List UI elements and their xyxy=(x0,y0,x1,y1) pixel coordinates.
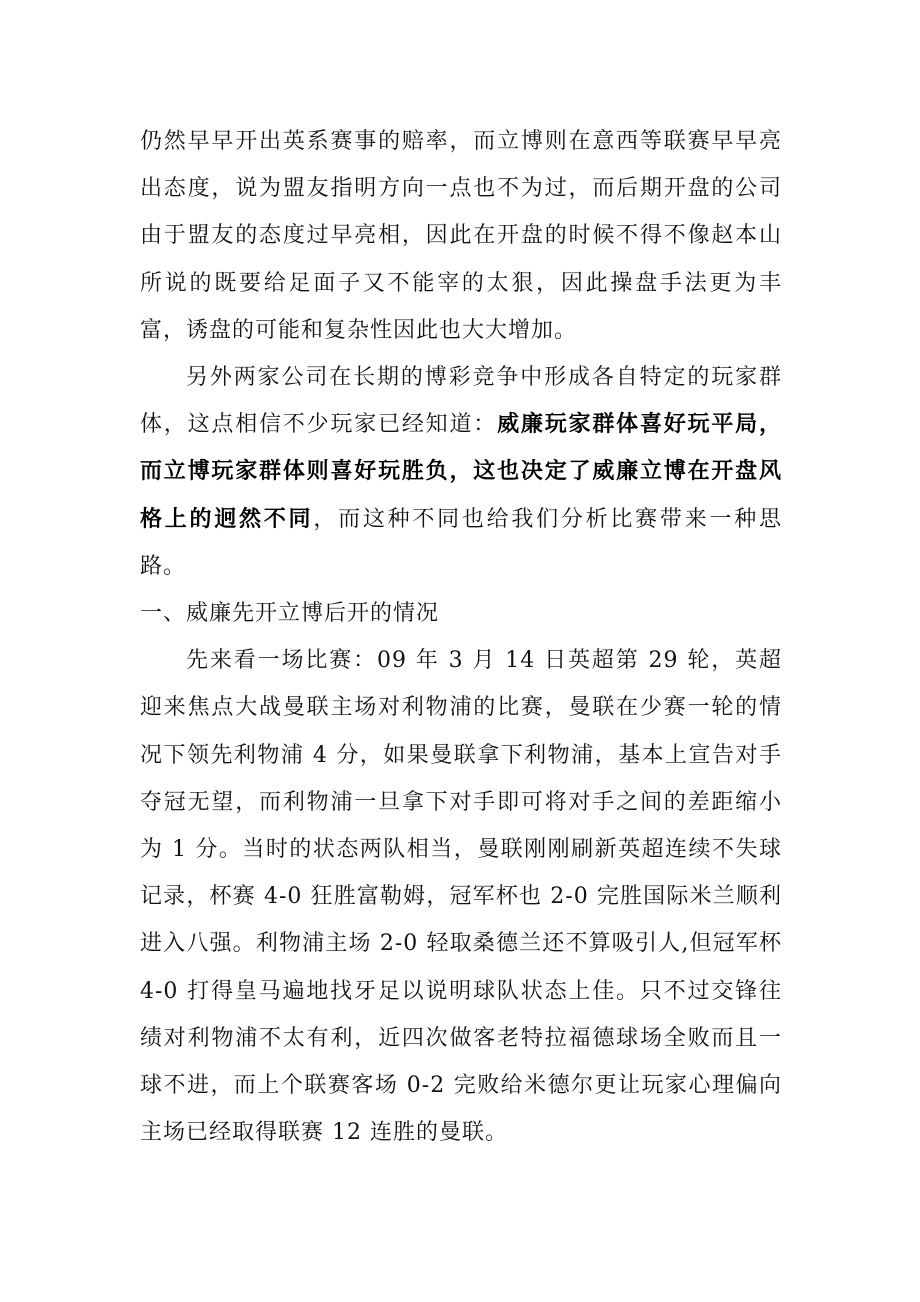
paragraph-player-groups xyxy=(140,354,782,590)
paragraph-player-groups-intro: 另外两家公司在长期的博彩竞争中形成各自特定的玩家群体，这点相信不少玩家已经知道： xyxy=(140,365,782,438)
section-heading: 一、威廉先开立博后开的情况 xyxy=(140,601,440,627)
paragraph-player-groups-ending: ，而这种不同也给我们分析比赛带来一种思路。 xyxy=(140,506,782,579)
document-body xyxy=(140,118,782,1156)
paragraph-match-example: 先来看一场比赛：09 年 3 月 14 日英超第 29 轮，英超迎来焦点大战曼联主场对利物浦的比赛，曼联在少赛一轮的情况下领先利物浦 4 分，如果曼联拿下利物浦，基本上宣告对手夺冠无望，而利物浦一旦拿下对手即可将对手之间的差距缩小为 1 分。当时的状态两队相当，曼联刚刚刷新英超连续不失球记录，杯赛 4-0 狂胜富勒姆，冠军杯也 2-0 完胜国际米兰顺利进入八强。利物浦主场 2-0 轻取桑德兰还不算吸引人,但冠军杯 4-0 打得皇马遍地找牙足以说明球队状态上佳。只不过交锋往绩对利物浦不太有利，近四次做客老特拉福德球场全败而且一球不进，而上个联赛客场 0-2 完败给米德尔更让玩家心理偏向主场已经取得联赛 12 连胜的曼联。 xyxy=(140,648,782,1146)
emphasized-conclusion: 威廉玩家群体喜好玩平局，而立博玩家群体则喜好玩胜负，这也决定了威廉立博在开盘风格上的迥然不同 xyxy=(140,411,782,532)
paragraph-odds-opening: 仍然早早开出英系赛事的赔率，而立博则在意西等联赛早早亮出态度，说为盟友指明方向一点也不为过，而后期开盘的公司由于盟友的态度过早亮相，因此在开盘的时候不得不像赵本山所说的既要给足面子又不能宰的太狠，因此操盘手法更为丰富，诱盘的可能和复杂性因此也大大增加。 xyxy=(140,129,782,343)
